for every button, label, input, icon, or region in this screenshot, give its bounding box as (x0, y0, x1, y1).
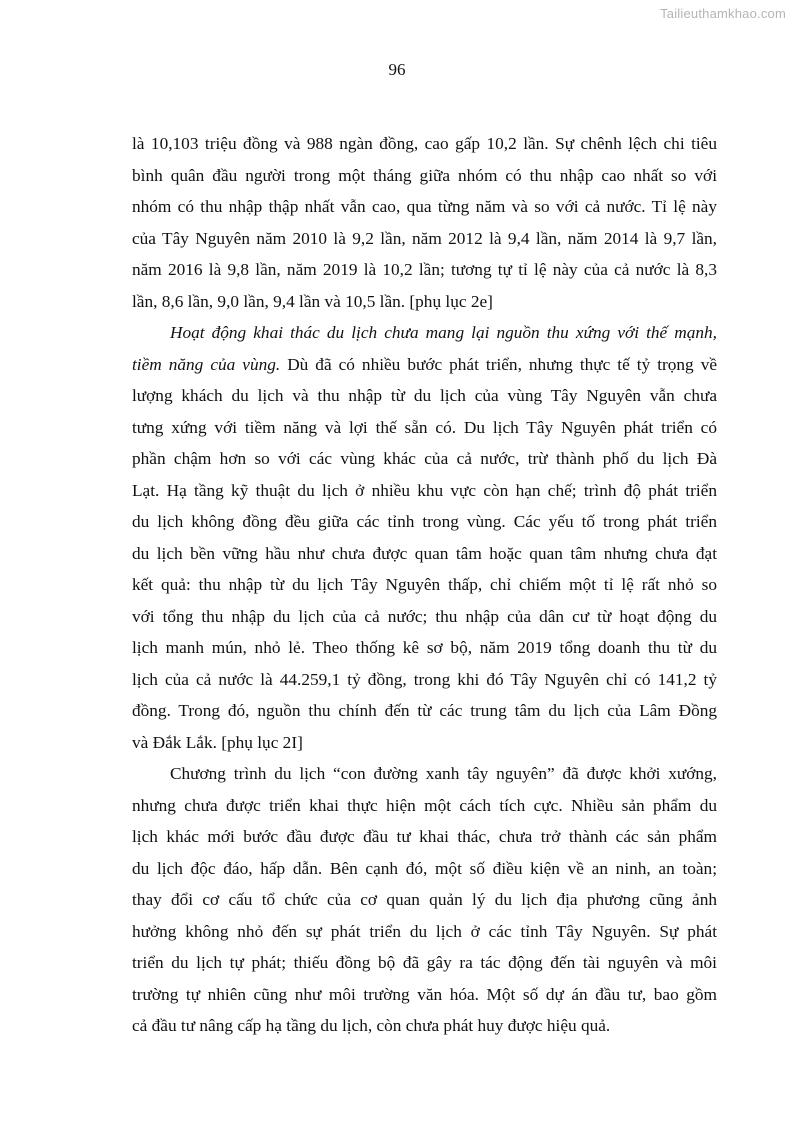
text-line: Lạt. Hạ tầng kỹ thuật du lịch ở nhiều khu vực còn hạn chế; trình độ phát triển (132, 480, 717, 500)
text-line: tưng xứng với tiềm năng và lợi thế sẵn có. Du lịch Tây Nguyên phát triển có (132, 417, 717, 437)
text-line: du lịch không đồng đều giữa các tỉnh trong vùng. Các yếu tố trong phát triển (132, 512, 717, 531)
text-line: lịch khác mới bước đầu được đầu tư khai thác, chưa trở thành các sản phẩm (132, 827, 717, 846)
text-line: lịch của cả nước là 44.259,1 tỷ đồng, trong khi đó Tây Nguyên chỉ có 141,2 tỷ (132, 669, 717, 689)
text-line: cả đầu tư nâng cấp hạ tầng du lịch, còn chưa phát huy được hiệu quả. (132, 1016, 611, 1035)
text-run: Dù đã có nhiều bước phát triển, nhưng thực tế tỷ trọng về (280, 354, 718, 374)
text-line: lượng khách du lịch và thu nhập từ du lịch của vùng Tây Nguyên vẫn chưa (132, 386, 717, 405)
text-line: du lịch độc đáo, hấp dẫn. Bên cạnh đó, một số điều kiện về an ninh, an toàn; (132, 858, 717, 878)
italic-heading-end: tiềm năng của vùng. (132, 354, 281, 374)
text-line: và Đắk Lắk. [phụ lục 2I] (132, 732, 303, 752)
text-line: năm 2016 là 9,8 lần, năm 2019 là 10,2 lần; tương tự tỉ lệ này của cả nước là 8,3 (132, 260, 717, 279)
text-line: bình quân đầu người trong một tháng giữa nhóm có thu nhập cao nhất so với (132, 165, 717, 185)
text-line: nhưng chưa được triển khai thực hiện một cách tích cực. Nhiều sản phẩm du (132, 795, 717, 815)
text-line: hưởng không nhỏ đến sự phát triển du lịch ở các tỉnh Tây Nguyên. Sự phát (132, 921, 717, 941)
page-number: 96 (388, 60, 406, 79)
paragraph-1 (132, 128, 717, 317)
text-line: lần, 8,6 lần, 9,0 lần, 9,4 lần và 10,5 lần. [phụ lục 2e] (132, 291, 493, 311)
text-line: là 10,103 triệu đồng và 988 ngàn đồng, cao gấp 10,2 lần. Sự chênh lệch chi tiêu (132, 134, 717, 153)
text-line: đồng. Trong đó, nguồn thu chính đến từ các trung tâm du lịch của Lâm Đồng (132, 701, 717, 720)
paragraph-2 (132, 317, 717, 758)
body-text (132, 128, 717, 1042)
paragraph-3 (132, 758, 717, 1042)
text-line: lịch manh mún, nhỏ lẻ. Theo thống kê sơ bộ, năm 2019 tổng doanh thu từ du (132, 638, 717, 657)
text-line: của Tây Nguyên năm 2010 là 9,2 lần, năm 2012 là 9,4 lần, năm 2014 là 9,7 lần, (132, 228, 717, 248)
text-line (132, 349, 717, 381)
text-line: kết quả: thu nhập từ du lịch Tây Nguyên thấp, chỉ chiếm một tỉ lệ rất nhỏ so (132, 575, 717, 594)
text-line: thay đổi cơ cấu tổ chức của cơ quan quản lý du lịch địa phương cũng ảnh (132, 890, 717, 909)
text-line: triển du lịch tự phát; thiếu đồng bộ đã gây ra tác động đến tài nguyên và môi (132, 953, 717, 972)
watermark: Tailieuthamkhao.com (660, 6, 786, 21)
text-line: Chương trình du lịch “con đường xanh tây nguyên” đã được khởi xướng, (170, 764, 717, 783)
text-line: nhóm có thu nhập thập nhất vẫn cao, qua từng năm và so với cả nước. Tỉ lệ này (132, 197, 717, 216)
text-line: với tổng thu nhập du lịch của cả nước; thu nhập của dân cư từ hoạt động du (132, 606, 717, 626)
text-line: du lịch bền vững hầu như chưa được quan tâm hoặc quan tâm nhưng chưa đạt (132, 543, 717, 563)
italic-heading-line: Hoạt động khai thác du lịch chưa mang lại nguồn thu xứng với thế mạnh, (170, 323, 717, 342)
text-line: phần chậm hơn so với các vùng khác của cả nước, trừ thành phố du lịch Đà (132, 449, 717, 468)
text-line: trường tự nhiên cũng như môi trường văn hóa. Một số dự án đầu tư, bao gồm (132, 984, 717, 1004)
